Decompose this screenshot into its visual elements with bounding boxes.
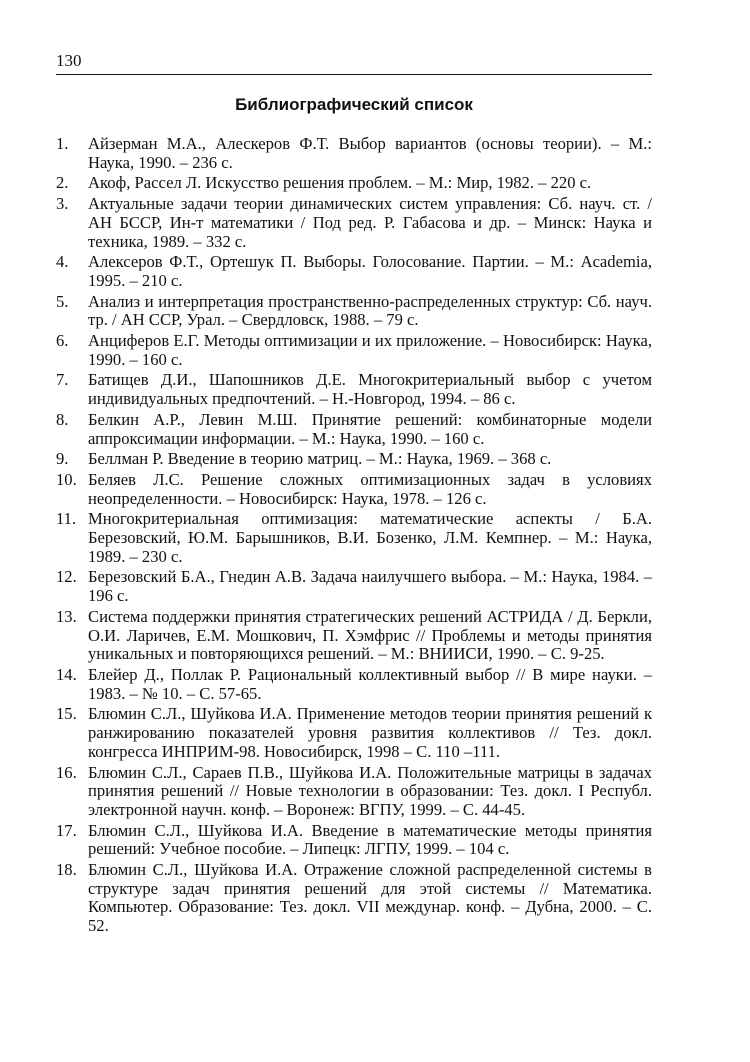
reference-item xyxy=(56,450,652,469)
reference-item xyxy=(56,861,652,936)
reference-item xyxy=(56,411,652,448)
reference-item xyxy=(56,371,652,408)
reference-text: Батищев Д.И., Шапошников Д.Е. Многокритериальный выбор с учетом индивидуальных предпочтений. – Н.-Новгород, 1994. – 86 с. xyxy=(88,370,652,409)
reference-item xyxy=(56,705,652,761)
reference-item xyxy=(56,608,652,664)
reference-text: Актуальные задачи теории динамических систем управления: Сб. науч. ст. / АН БССР, Ин-т математики / Под ред. Р. Габасова и др. – Минск: Наука и техника, 1989. – 332 с. xyxy=(88,194,652,251)
reference-number: 5. xyxy=(56,291,69,311)
reference-number: 16. xyxy=(56,762,77,782)
reference-number: 2. xyxy=(56,173,69,193)
bibliography-list xyxy=(56,135,652,938)
reference-number: 6. xyxy=(56,331,69,351)
reference-number: 18. xyxy=(56,860,77,880)
reference-number: 14. xyxy=(56,664,77,684)
page-number: 130 xyxy=(56,51,82,70)
reference-text: Блюмин С.Л., Шуйкова И.А. Отражение сложной распределенной системы в структуре задач принятия решений для этой системы // Математика. Компьютер. Образование: Тез. докл. VII междунар. конф. – Дубна, 2000. – С. 52. xyxy=(88,860,652,936)
reference-text: Анализ и интерпретация пространственно-распределенных структур: Сб. науч. тр. / АН ССР, Урал. – Свердловск, 1988. – 79 с. xyxy=(88,291,652,330)
reference-text: Беляев Л.С. Решение сложных оптимизационных задач в условиях неопределенности. – Новосибирск: Наука, 1978. – 126 с. xyxy=(88,469,652,508)
reference-item xyxy=(56,174,652,193)
reference-number: 8. xyxy=(56,409,69,429)
reference-number: 15. xyxy=(56,704,77,724)
bibliography-title: Библиографический список xyxy=(235,95,473,114)
reference-number: 4. xyxy=(56,252,69,272)
reference-item xyxy=(56,764,652,820)
reference-item xyxy=(56,471,652,508)
reference-item xyxy=(56,293,652,330)
reference-number: 9. xyxy=(56,449,69,469)
reference-text: Айзерман М.А., Алескеров Ф.Т. Выбор вариантов (основы теории). – М.: Наука, 1990. – 236 с. xyxy=(88,134,652,172)
reference-item xyxy=(56,666,652,703)
reference-item xyxy=(56,822,652,859)
reference-number: 17. xyxy=(56,820,77,840)
reference-item xyxy=(56,195,652,251)
reference-text: Березовский Б.А., Гнедин А.В. Задача наилучшего выбора. – М.: Наука, 1984. – 196 с. xyxy=(88,567,652,606)
reference-text: Беллман Р. Введение в теорию матриц. – М.: Наука, 1969. – 368 с. xyxy=(88,449,552,469)
reference-item xyxy=(56,135,652,172)
reference-number: 10. xyxy=(56,469,77,489)
reference-number: 1. xyxy=(56,134,69,153)
reference-text: Анциферов Е.Г. Методы оптимизации и их приложение. – Новосибирск: Наука, 1990. – 160 с. xyxy=(88,331,652,369)
reference-text: Блюмин С.Л., Шуйкова И.А. Введение в математические методы принятия решений: Учебное пособие. – Липецк: ЛГПУ, 1999. – 104 с. xyxy=(88,820,652,859)
reference-item xyxy=(56,253,652,290)
reference-number: 12. xyxy=(56,567,77,587)
page-header xyxy=(56,50,652,75)
reference-text: Многокритериальная оптимизация: математические аспекты / Б.А. Березовский, Ю.М. Барышников, В.И. Бозенко, Л.М. Кемпнер. – М.: Наука, 1989. – 230 с. xyxy=(88,509,652,566)
reference-text: Алексеров Ф.Т., Ортешук П. Выборы. Голосование. Партии. – М.: Academia, 1995. – 210 с. xyxy=(88,252,652,290)
reference-text: Акоф, Рассел Л. Искусство решения проблем. – М.: Мир, 1982. – 220 с. xyxy=(88,173,592,193)
reference-number: 13. xyxy=(56,606,77,626)
reference-text: Белкин А.Р., Левин М.Ш. Принятие решений: комбинаторные модели аппроксимации информации. – М.: Наука, 1990. – 160 с. xyxy=(88,409,652,448)
reference-item xyxy=(56,568,652,605)
reference-item xyxy=(56,510,652,566)
reference-number: 11. xyxy=(56,509,77,529)
reference-text: Блюмин С.Л., Шуйкова И.А. Применение методов теории принятия решений к ранжированию показателей уровня развития коллективов // Тез. докл. конгресса ИНПРИМ-98. Новосибирск, 1998 – С. 110 –111. xyxy=(88,704,652,761)
reference-number: 3. xyxy=(56,194,69,214)
reference-number: 7. xyxy=(56,370,69,390)
reference-item xyxy=(56,332,652,369)
reference-text: Блейер Д., Поллак Р. Рациональный коллективный выбор // В мире науки. – 1983. – № 10. – С. 57-65. xyxy=(88,664,652,703)
reference-text: Блюмин С.Л., Сараев П.В., Шуйкова И.А. Положительные матрицы в задачах принятия решений // Новые технологии в образовании: Тез. докл. I Республ. электронной научн. конф. – Воронеж: ВГПУ, 1999. – С. 44-45. xyxy=(88,762,652,819)
reference-text: Система поддержки принятия стратегических решений АСТРИДА / Д. Беркли, О.И. Ларичев, Е.М. Мошкович, П. Хэмфрис // Проблемы и методы принятия уникальных и повторяющихся решений. – М.: ВНИИСИ, 1990. – С. 9-25. xyxy=(88,606,652,664)
